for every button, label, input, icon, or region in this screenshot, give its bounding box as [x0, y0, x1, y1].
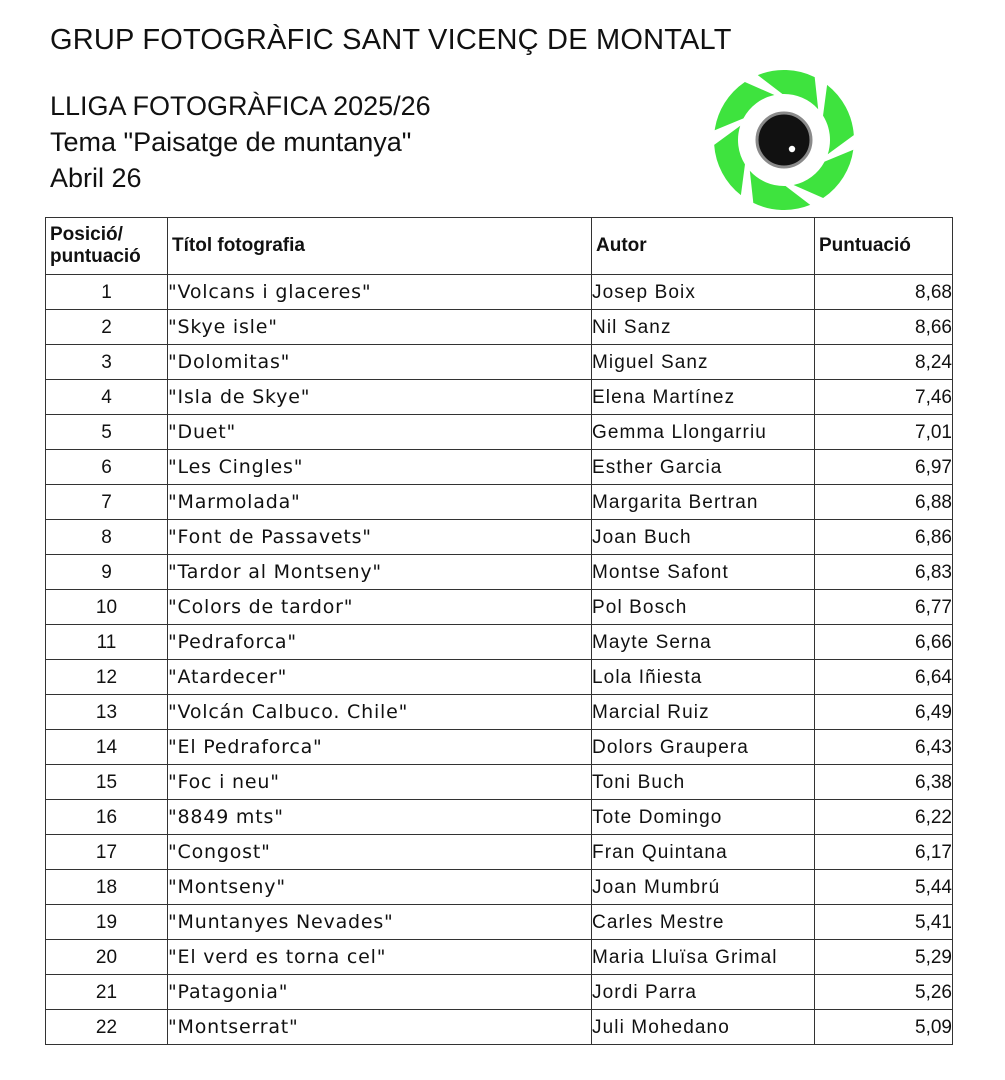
position-cell: 12 — [46, 660, 168, 695]
aperture-icon — [710, 70, 858, 210]
score-cell: 6,17 — [815, 835, 953, 870]
lens-icon — [757, 113, 811, 167]
score-cell: 6,49 — [815, 695, 953, 730]
author-cell: Esther Garcia — [592, 450, 815, 485]
table-row — [46, 590, 953, 625]
score-cell: 6,38 — [815, 765, 953, 800]
author-cell: Carles Mestre — [592, 905, 815, 940]
position-cell: 5 — [46, 415, 168, 450]
table-row — [46, 660, 953, 695]
title-cell: "El Pedraforca" — [168, 730, 592, 765]
table-row — [46, 765, 953, 800]
position-cell: 6 — [46, 450, 168, 485]
position-cell: 2 — [46, 310, 168, 345]
table-row — [46, 625, 953, 660]
position-cell: 20 — [46, 940, 168, 975]
table-row — [46, 520, 953, 555]
header-title: Títol fotografia — [168, 218, 592, 275]
author-cell: Joan Mumbrú — [592, 870, 815, 905]
score-cell: 6,66 — [815, 625, 953, 660]
score-cell: 6,88 — [815, 485, 953, 520]
position-cell: 9 — [46, 555, 168, 590]
theme-title: Tema "Paisatge de muntanya" — [50, 127, 412, 157]
score-cell: 6,86 — [815, 520, 953, 555]
title-cell: "Colors de tardor" — [168, 590, 592, 625]
title-cell: "Font de Passavets" — [168, 520, 592, 555]
table-row — [46, 555, 953, 590]
title-cell: "8849 mts" — [168, 800, 592, 835]
aperture-blade — [758, 70, 818, 109]
header-author: Autor — [592, 218, 815, 275]
table-row — [46, 835, 953, 870]
title-cell: "Dolomitas" — [168, 345, 592, 380]
position-cell: 8 — [46, 520, 168, 555]
author-cell: Jordi Parra — [592, 975, 815, 1010]
header-score: Puntuació — [815, 218, 953, 275]
score-cell: 8,68 — [815, 275, 953, 310]
score-cell: 6,77 — [815, 590, 953, 625]
author-cell: Maria Lluïsa Grimal — [592, 940, 815, 975]
score-cell: 7,01 — [815, 415, 953, 450]
table-row — [46, 1010, 953, 1045]
table-row — [46, 450, 953, 485]
position-cell: 3 — [46, 345, 168, 380]
author-cell: Montse Safont — [592, 555, 815, 590]
aperture-blade — [750, 171, 810, 210]
position-cell: 22 — [46, 1010, 168, 1045]
author-cell: Dolors Graupera — [592, 730, 815, 765]
month-label: Abril 26 — [50, 163, 142, 193]
score-cell: 6,83 — [815, 555, 953, 590]
table-row — [46, 695, 953, 730]
title-cell: "Les Cingles" — [168, 450, 592, 485]
position-cell: 4 — [46, 380, 168, 415]
title-cell: "Tardor al Montseny" — [168, 555, 592, 590]
score-cell: 6,43 — [815, 730, 953, 765]
author-cell: Tote Domingo — [592, 800, 815, 835]
organization-title: GRUP FOTOGRÀFIC SANT VICENÇ DE MONTALT — [50, 24, 732, 56]
results-table — [45, 217, 953, 1045]
table-header-row — [46, 218, 953, 275]
table-row — [46, 345, 953, 380]
score-cell: 5,09 — [815, 1010, 953, 1045]
author-cell: Margarita Bertran — [592, 485, 815, 520]
position-cell: 7 — [46, 485, 168, 520]
author-cell: Pol Bosch — [592, 590, 815, 625]
title-cell: "Pedraforca" — [168, 625, 592, 660]
score-cell: 6,97 — [815, 450, 953, 485]
camera-lens-aperture-logo — [710, 70, 858, 210]
author-cell: Elena Martínez — [592, 380, 815, 415]
lens-highlight — [789, 146, 795, 152]
score-cell: 5,41 — [815, 905, 953, 940]
title-cell: "Foc i neu" — [168, 765, 592, 800]
table-row — [46, 905, 953, 940]
table-row — [46, 275, 953, 310]
table-row — [46, 485, 953, 520]
position-cell: 1 — [46, 275, 168, 310]
position-cell: 21 — [46, 975, 168, 1010]
title-cell: "Atardecer" — [168, 660, 592, 695]
author-cell: Toni Buch — [592, 765, 815, 800]
position-cell: 17 — [46, 835, 168, 870]
table-row — [46, 975, 953, 1010]
table-row — [46, 870, 953, 905]
author-cell: Juli Mohedano — [592, 1010, 815, 1045]
position-cell: 18 — [46, 870, 168, 905]
title-cell: "Isla de Skye" — [168, 380, 592, 415]
position-cell: 19 — [46, 905, 168, 940]
author-cell: Marcial Ruiz — [592, 695, 815, 730]
title-cell: "Montseny" — [168, 870, 592, 905]
score-cell: 8,66 — [815, 310, 953, 345]
title-cell: "Volcán Calbuco. Chile" — [168, 695, 592, 730]
title-cell: "Patagonia" — [168, 975, 592, 1010]
author-cell: Miguel Sanz — [592, 345, 815, 380]
author-cell: Gemma Llongarriu — [592, 415, 815, 450]
table-row — [46, 940, 953, 975]
score-cell: 7,46 — [815, 380, 953, 415]
author-cell: Lola Iñiesta — [592, 660, 815, 695]
author-cell: Nil Sanz — [592, 310, 815, 345]
title-cell: "Skye isle" — [168, 310, 592, 345]
position-cell: 11 — [46, 625, 168, 660]
table-row — [46, 380, 953, 415]
table-row — [46, 730, 953, 765]
author-cell: Fran Quintana — [592, 835, 815, 870]
position-cell: 13 — [46, 695, 168, 730]
title-cell: "Congost" — [168, 835, 592, 870]
position-cell: 10 — [46, 590, 168, 625]
position-cell: 14 — [46, 730, 168, 765]
title-cell: "Volcans i glaceres" — [168, 275, 592, 310]
score-cell: 5,44 — [815, 870, 953, 905]
title-cell: "Marmolada" — [168, 485, 592, 520]
table-row — [46, 415, 953, 450]
title-cell: "Duet" — [168, 415, 592, 450]
league-info — [50, 88, 431, 196]
position-cell: 15 — [46, 765, 168, 800]
author-cell: Josep Boix — [592, 275, 815, 310]
position-cell: 16 — [46, 800, 168, 835]
score-cell: 6,64 — [815, 660, 953, 695]
league-title: LLIGA FOTOGRÀFICA 2025/26 — [50, 91, 431, 121]
title-cell: "Montserrat" — [168, 1010, 592, 1045]
score-cell: 5,29 — [815, 940, 953, 975]
title-cell: "Muntanyes Nevades" — [168, 905, 592, 940]
author-cell: Mayte Serna — [592, 625, 815, 660]
author-cell: Joan Buch — [592, 520, 815, 555]
score-cell: 6,22 — [815, 800, 953, 835]
table-row — [46, 800, 953, 835]
score-cell: 8,24 — [815, 345, 953, 380]
score-cell: 5,26 — [815, 975, 953, 1010]
aperture-blade — [714, 126, 745, 195]
aperture-blade — [823, 85, 854, 154]
table-row — [46, 310, 953, 345]
header-position: Posició/ puntuació — [46, 218, 168, 275]
title-cell: "El verd es torna cel" — [168, 940, 592, 975]
